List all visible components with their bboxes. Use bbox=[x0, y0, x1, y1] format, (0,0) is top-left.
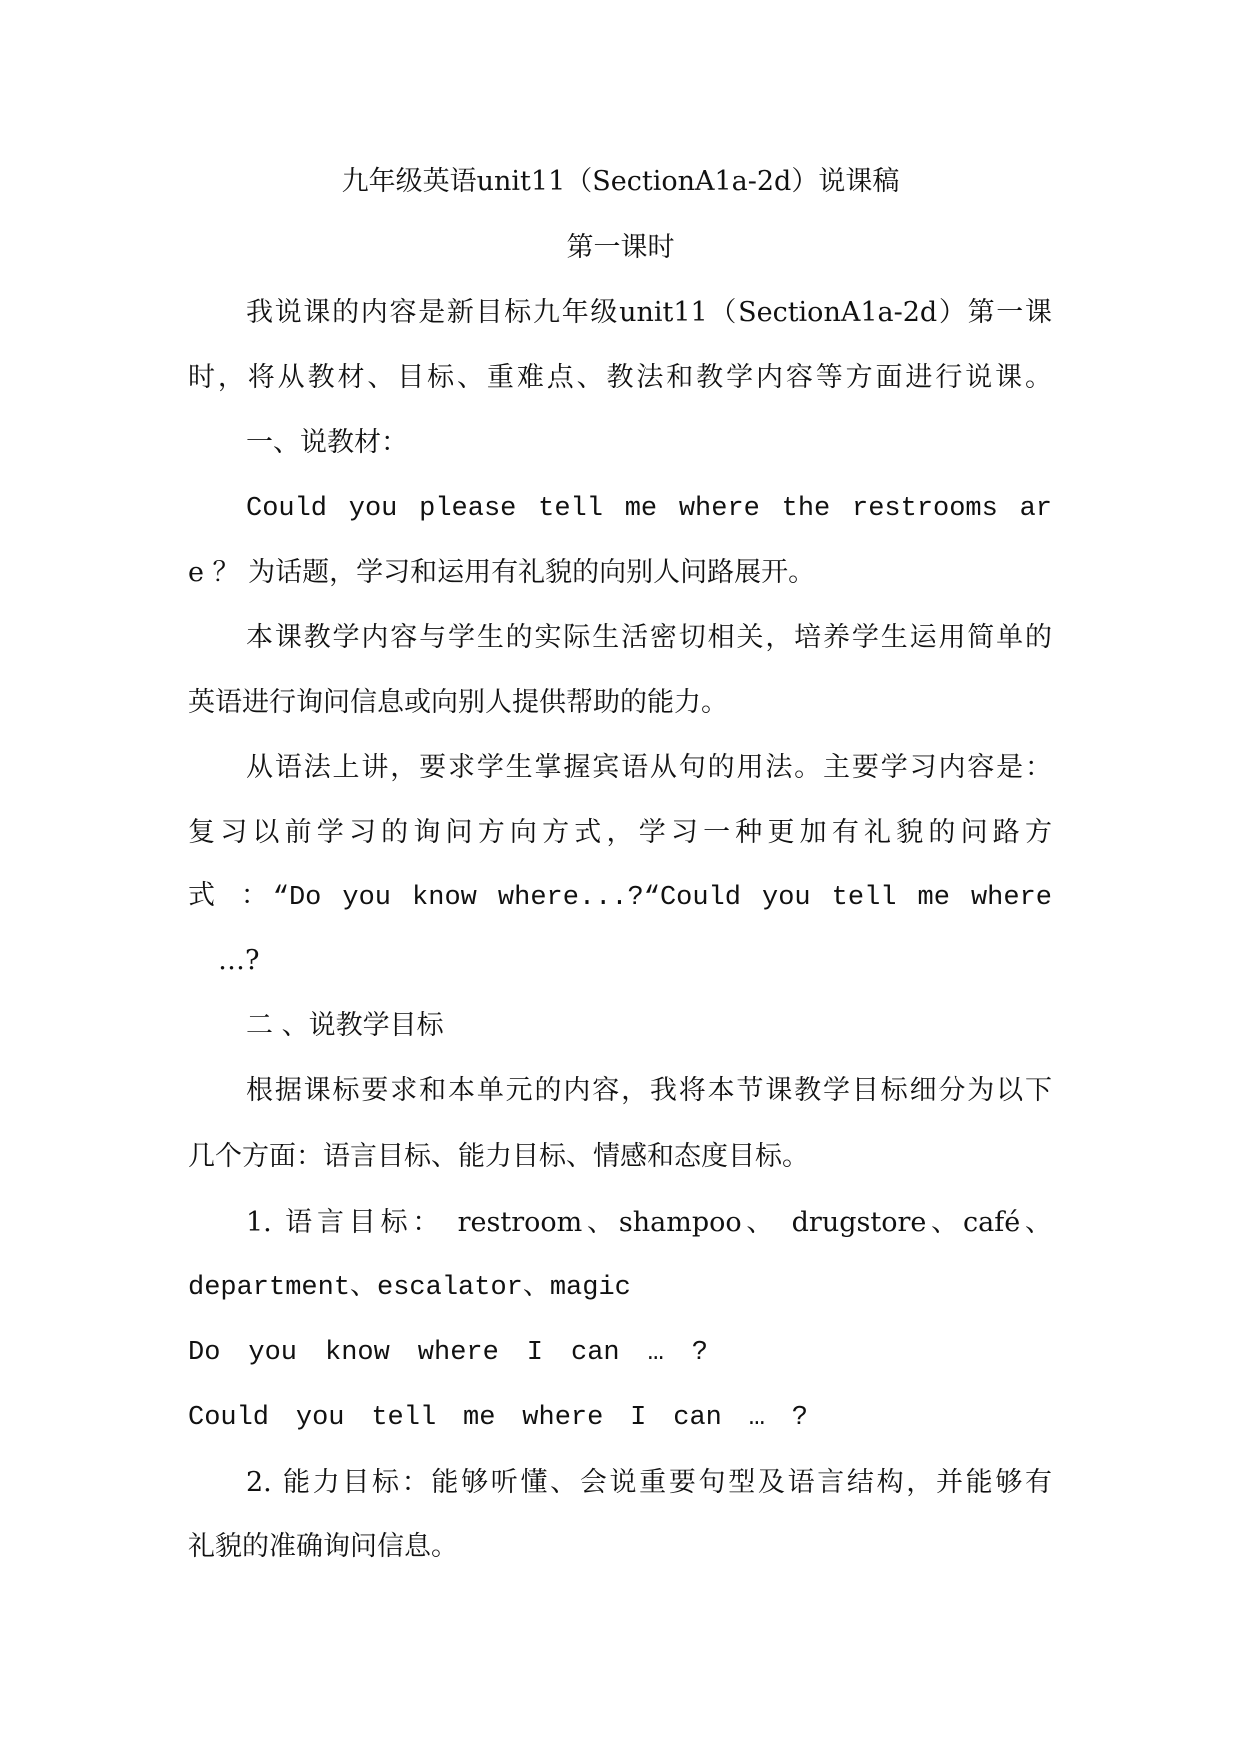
paragraph-line: 根据课标要求和本单元的内容，我将本节课教学目标细分为以下 bbox=[246, 1075, 1052, 1106]
paragraph-line: 英语进行询问信息或向别人提供帮助的能力。 bbox=[188, 687, 728, 718]
paragraph-line: 礼貌的准确询问信息。 bbox=[188, 1531, 458, 1562]
paragraph-line: 我说课的内容是新目标九年级unit11（SectionA1a-2d）第一课 bbox=[246, 297, 1052, 328]
paragraph-line: 时，将从教材、目标、重难点、教法和教学内容等方面进行说课。 bbox=[188, 362, 1052, 393]
list-item: 1. 语言目标： restroom、shampoo、 drugstore、café、 bbox=[246, 1207, 1052, 1238]
paragraph-line: …? bbox=[218, 945, 260, 976]
paragraph-line: department、escalator、magic bbox=[188, 1273, 631, 1303]
section-heading: 二 、说教学目标 bbox=[246, 1010, 444, 1041]
example-sentence: Could you tell me where I can … ? bbox=[188, 1403, 808, 1433]
paragraph-line: 式 ：“Do you know where...?“Could you tell me where bbox=[188, 883, 1052, 913]
document-subtitle: 第一课时 bbox=[566, 232, 675, 263]
paragraph-line: 本课教学内容与学生的实际生活密切相关，培养学生运用简单的 bbox=[246, 622, 1052, 653]
paragraph-line: e ？ 为话题，学习和运用有礼貌的向别人问路展开。 bbox=[188, 557, 816, 588]
example-sentence: Do you know where I can … ? bbox=[188, 1338, 708, 1368]
paragraph-line: 复习以前学习的询问方向方式，学习一种更加有礼貌的问路方 bbox=[188, 817, 1052, 848]
paragraph-line: 从语法上讲，要求学生掌握宾语从句的用法。主要学习内容是： bbox=[246, 752, 1052, 783]
section-heading: 一、说教材： bbox=[246, 427, 408, 458]
list-item: 2. 能力目标：能够听懂、会说重要句型及语言结构，并能够有 bbox=[246, 1467, 1052, 1498]
paragraph-line: 几个方面：语言目标、能力目标、情感和态度目标。 bbox=[188, 1141, 809, 1172]
paragraph-line: Could you please tell me where the restrooms ar bbox=[246, 494, 1052, 524]
document-title: 九年级英语unit11（SectionA1a-2d）说课稿 bbox=[341, 166, 900, 197]
